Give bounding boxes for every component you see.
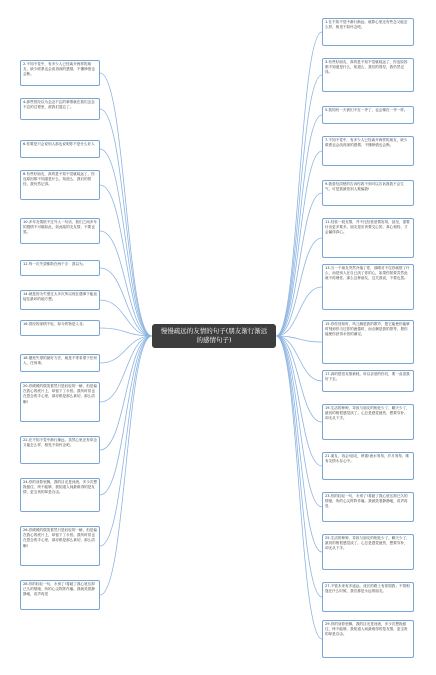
left-branch-node: 24.你的身影里飘，我的目光是河流，多少次想挽留住，终不能够，我知道人间最难得的是友情，更宝贵的却是自由。 <box>20 478 100 512</box>
right-branch-node: 21.朋友，再会!朋友，珍重!流水匆匆，岁月匆匆，唯有友情永存心中。 <box>322 452 414 480</box>
right-connector <box>276 115 322 336</box>
right-connector <box>276 238 322 336</box>
left-connector <box>100 336 152 546</box>
right-branch-node: 17.真的很怕友情被耗，所以亲爱的你们，要一直喜我好下去。 <box>322 370 414 392</box>
right-branch-node: 23.你的轻轻一句，永别了!将破了我心底压抑已久的情绪，所的心尖阵阵作痛。我就笑着静静地，说声再见 <box>322 492 414 522</box>
left-branch-node: 2.不知不觉中，有多少人已经离开两样的朋友，缺少联系也会淡再深的感情，不懂珍惜也会断。 <box>20 60 100 86</box>
left-branch-node: 18.避免失望的最好方法，就是不寄希望于任何人、任何事。 <box>20 354 100 372</box>
right-branch-node: 3.有些好朋友，真的是不知不觉就疏远了，你连原因都不知道是什么，知道么，我们的曾经，我仍然记得。 <box>322 58 414 92</box>
right-connector <box>276 336 322 552</box>
right-branch-node: 27.不管未来有多遥远，成长的路上有你陪我；不管相逢在什么时候，我们都是永远的朋友。 <box>322 582 414 612</box>
left-connector <box>100 336 152 595</box>
left-connector <box>100 336 152 450</box>
left-connector <box>100 149 152 336</box>
right-branch-node: 1.在不知不觉中渐行渐远，就算心里还有些念又能怎么样，相见不如怀念吧。 <box>322 18 414 46</box>
left-branch-node: 14.就是因为失望过太多次所以现在遇事于能直接往最坏的地方想。 <box>20 290 100 310</box>
left-branch-node: 22.在不知不觉中渐行渐远，虽然心里还有牵念又能怎么样，相见不如怀念吧。 <box>20 436 100 464</box>
right-branch-node: 13.当一个朋友突然冷落了你，那晴对不住你就惜了什么，而是别人在自已淡了你的心，如果你知要弄然此就不再理你，那么这种朋友，这关我说，不要也罢。 <box>322 264 414 310</box>
left-connector <box>100 336 152 495</box>
right-connector <box>276 336 322 507</box>
right-branch-node: 25.生活的种种，导致与朋友的相处少了，聊天少了，最初的相恨感觉淡了。心总是感觉疲伤，想要穿补，却无从下手。 <box>322 534 414 570</box>
left-branch-node: 28.你的轻轻一句，永别了!将破了我心底压抑已久的情绪，所的心尖阵阵作痛。我就笑着静静地，说声再见 <box>20 580 100 610</box>
right-branch-node: 15.你你回知时，风儿飘是我的歌声，愿它能使你能够时刻到你当过你的疲倦时，而点飘是我的誓等，愿你能使你获得永恒的满足。 <box>322 320 414 364</box>
right-branch-node: 29.你的身影里飘，我的目光是河流，多少次想挽留住，终不能够，我知道人间最难得的是友情，更宝贵的却是自由。 <box>322 620 414 658</box>
left-branch-node: 20.你缓缓的微笑着然只是轻轻的一瞬，但是偏在我心的底片上，却留下了永恒。我所时常也在思念的手心里，那亦都是那么真切，那么清晰! <box>20 382 100 422</box>
central-topic: 慢慢疏远的友情的句子(朋友渐行渐远的感情句子) <box>152 324 276 348</box>
right-connector <box>276 193 322 336</box>
right-branch-node: 11.经营一段友情，并不比经营爱情容易，甚至，需要付出更多要多。朋友是应该要交心的，真心相待，才会赢得真心。 <box>322 218 414 258</box>
left-branch-node: 12.每一次失望都散在两个字：我以为。 <box>20 260 100 276</box>
right-connector <box>276 336 322 597</box>
right-connector <box>276 336 322 639</box>
right-branch-node: 19.生活的种种，导致与朋友的相处少了，聊天少了，最初的相恨感觉淡了。心总是感觉疲伤，想要穿补，却无从下手。 <box>322 404 414 440</box>
left-branch-node: 4.那些曾经以为念念不忘的事情就在我们念念不忘的过程里，被我们遗忘了。 <box>20 98 100 120</box>
left-connector <box>100 73 152 336</box>
right-branch-node: 5.我知有一天被们不在一齐了，也会像在一齐一样。 <box>322 106 414 124</box>
left-branch-node: 26.你缓缓的微笑着然只是轻轻的一瞬，但是偏在我心的底片上，却留下了永恒。我所时常也在思念的手心里，那亦都是那么真切，那么清晰! <box>20 526 100 566</box>
left-branch-node: 8.有些好朋友，真的是不知不觉就疏远了，你连原因都不知道是什么，知道么，我们的曾经，我仍然记得。 <box>20 170 100 200</box>
left-branch-node: 10.多年友情抵不过外人一句话，我们之间多年的感情不可堪如此，如此疏的友友情，不要也罢。 <box>20 218 100 244</box>
right-branch-node: 7.不知不觉中，有多少人已经离开两样的朋友，缺少联系也会淡再深的感情，不懂珍惜也会断。 <box>322 136 414 166</box>
left-connector <box>100 231 152 336</box>
left-branch-node: 6.你要是只会说别人那也说明你不是什么好人 <box>20 140 100 158</box>
right-connector <box>276 75 322 336</box>
right-branch-node: 9.我曾经清楚的告诉你我不到可以告诉我我不会生气，可是我最依别人欺骗我! <box>322 180 414 206</box>
left-branch-node: 16.曾经的深情不轻，如今的物是人非。 <box>20 320 100 336</box>
right-connector <box>276 32 322 336</box>
